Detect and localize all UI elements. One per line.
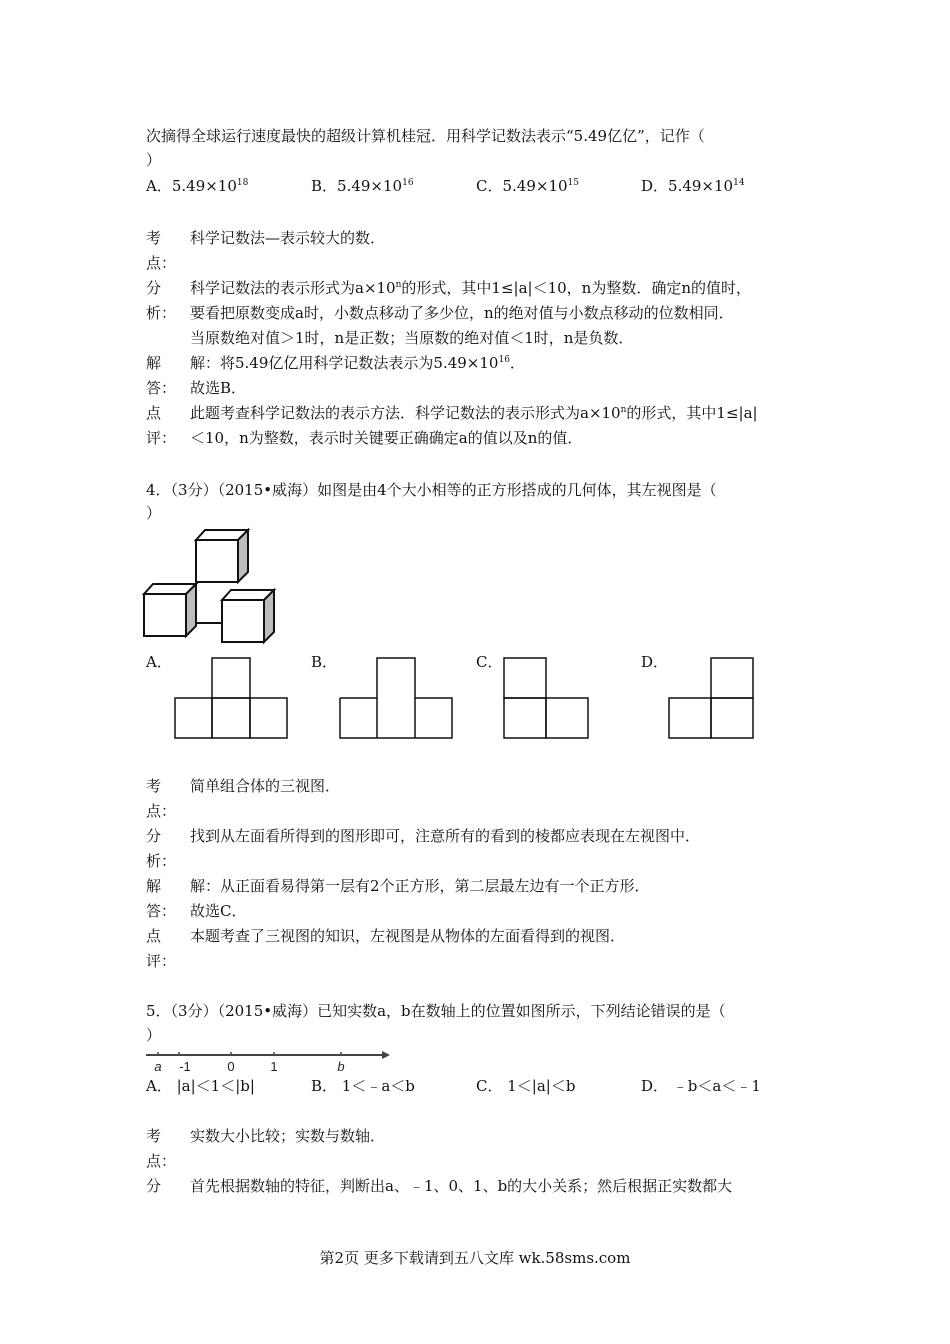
q5-option-d[interactable]: D． ﹣b＜a＜﹣1	[641, 1077, 761, 1095]
q3-kaodian-text: 科学记数法—表示较大的数．	[190, 229, 386, 247]
q5-fenxi-label-1: 分	[146, 1177, 162, 1195]
q4-stem-line2: ）	[146, 504, 162, 522]
q4-option-c-figure[interactable]	[503, 657, 589, 739]
q4-fenxi-label-1: 分	[146, 827, 162, 845]
axis-label-1: 1	[270, 1059, 278, 1074]
q3-stem-line1: 次摘得全球运行速度最快的超级计算机桂冠．用科学记数法表示“5.49亿亿”，记作（	[146, 127, 705, 145]
page-footer: 第2页 更多下载请到五八文库 wk.58sms.com	[319, 1249, 631, 1267]
q3-jieda-line2: 故选B．	[190, 379, 247, 397]
q5-number-line	[146, 1052, 391, 1076]
q4-dianping-label-1: 点	[146, 927, 162, 945]
q3-jieda-line1: 解：将5.49亿亿用科学记数法表示为$5.49\times 10^{16}$．	[190, 354, 525, 372]
q4-option-b-figure[interactable]	[339, 657, 453, 739]
q3-fenxi-line2: 要看把原数变成a时，小数点移动了多少位，n的绝对值与小数点移动的位数相同．	[190, 304, 734, 322]
q5-kaodian-label-2: 点：	[146, 1152, 177, 1170]
q5-fenxi-text: 首先根据数轴的特征，判断出a、﹣1、0、1、b的大小关系；然后根据正实数都大	[190, 1177, 733, 1195]
q3-dianping-label-2: 评：	[146, 429, 177, 447]
q4-fenxi-label-2: 析：	[146, 852, 177, 870]
q4-option-a-label[interactable]: A．	[146, 653, 172, 671]
q3-option-d[interactable]: D．$5.49\times 10^{14}$	[641, 177, 745, 195]
q3-kaodian-label-2: 点：	[146, 254, 177, 272]
axis-label-0: 0	[227, 1059, 235, 1074]
q4-option-d-figure[interactable]	[668, 657, 754, 739]
q5-option-b[interactable]: B． 1＜﹣a＜b	[311, 1077, 415, 1095]
q4-fenxi-text: 找到从左面看所得到的图形即可，注意所有的看到的棱都应表现在左视图中．	[190, 827, 701, 845]
q3-option-a[interactable]: A．$5.49\times 10^{18}$	[146, 177, 249, 195]
axis-label-neg1: -1	[179, 1059, 191, 1074]
q4-option-c-label[interactable]: C．	[476, 653, 503, 671]
q3-fenxi-label-1: 分	[146, 279, 162, 297]
q3-fenxi-line1: 科学记数法的表示形式为$a\times 10^n$的形式，其中1≤|a|＜10，n为整数．确定n的值时，	[190, 279, 751, 297]
q4-jieda-label-1: 解	[146, 877, 162, 895]
q5-kaodian-text: 实数大小比较；实数与数轴．	[190, 1127, 386, 1145]
q4-jieda-line2: 故选C．	[190, 902, 247, 920]
q3-stem-line2: ）	[146, 151, 162, 169]
q5-option-a[interactable]: A． |a|＜1＜|b|	[146, 1077, 255, 1095]
q3-kaodian-label-1: 考	[146, 229, 162, 247]
q5-stem-line1: 5．（3分）（2015•威海）已知实数a，b在数轴上的位置如图所示，下列结论错误的是（	[146, 1002, 726, 1020]
q4-kaodian-label-1: 考	[146, 777, 162, 795]
q4-kaodian-label-2: 点：	[146, 802, 177, 820]
q3-dianping-label-1: 点	[146, 404, 162, 422]
q3-option-c[interactable]: C．$5.49\times 10^{15}$	[476, 177, 579, 195]
q3-fenxi-line3: 当原数绝对值＞1时，n是正数；当原数的绝对值＜1时，n是负数．	[190, 329, 634, 347]
q5-option-c[interactable]: C． 1＜|a|＜b	[476, 1077, 576, 1095]
q4-jieda-line1: 解：从正面看易得第一层有2个正方形，第二层最左边有一个正方形．	[190, 877, 650, 895]
q4-kaodian-text: 简单组合体的三视图．	[190, 777, 341, 795]
axis-label-b: b	[337, 1059, 345, 1074]
q4-dianping-label-2: 评：	[146, 952, 177, 970]
q3-jieda-label-1: 解	[146, 354, 162, 372]
q3-dianping-line1: 此题考查科学记数法的表示方法．科学记数法的表示形式为$a\times 10^n$的形式，其中1≤|a|	[190, 404, 758, 422]
q4-option-b-label[interactable]: B．	[311, 653, 338, 671]
q5-kaodian-label-1: 考	[146, 1127, 162, 1145]
q5-stem-line2: ）	[146, 1026, 162, 1044]
axis-label-a: a	[154, 1059, 162, 1074]
q3-dianping-line2: ＜10，n为整数，表示时关键要正确确定a的值以及n的值．	[190, 429, 583, 447]
q4-option-a-figure[interactable]	[174, 657, 288, 739]
q3-option-b[interactable]: B．$5.49\times 10^{16}$	[311, 177, 414, 195]
q4-dianping-text: 本题考查了三视图的知识，左视图是从物体的左面看得到的视图．	[190, 927, 626, 945]
q3-jieda-label-2: 答：	[146, 379, 177, 397]
q3-fenxi-label-2: 析：	[146, 304, 177, 322]
q4-solid-figure	[140, 528, 285, 643]
q4-option-d-label[interactable]: D．	[641, 653, 669, 671]
q4-jieda-label-2: 答：	[146, 902, 177, 920]
q4-stem-line1: 4．（3分）（2015•威海）如图是由4个大小相等的正方形搭成的几何体，其左视图是（	[146, 481, 717, 499]
